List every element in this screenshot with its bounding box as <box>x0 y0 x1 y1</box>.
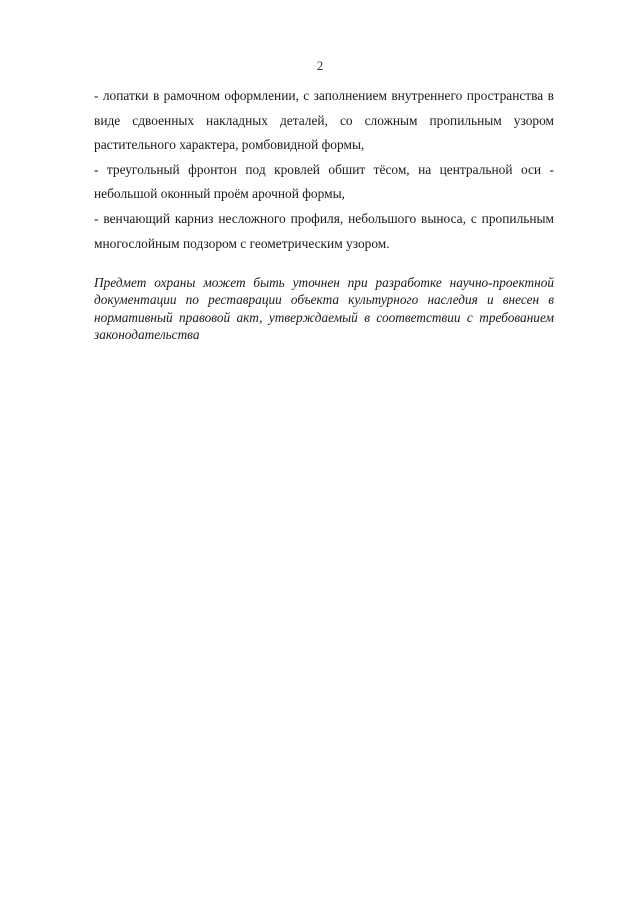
protection-item-cornice: - венчающий карниз несложного профиля, небольшого выноса, с пропильным многослойным подзором с геометрическим узором. <box>94 210 554 251</box>
protection-item-pilasters: - лопатки в рамочном оформлении, с заполнением внутреннего пространства в виде сдвоенных накладных деталей, со сложным пропильным узором растительного характера, ромбовидной формы, <box>94 88 554 153</box>
note-text: Предмет охраны может быть уточнен при разработке научно-проектной документации по реставрации объекта культурного наследия и внесен в нормативный правовой акт, утверждаемый в соответствии с требованием законодательства <box>94 275 554 342</box>
protection-subject-note <box>94 274 554 343</box>
protection-item-pediment: - треугольный фронтон под кровлей обшит тёсом, на центральной оси - небольшой оконный проём арочной формы, <box>94 161 554 202</box>
protection-items-list <box>94 84 554 256</box>
page-number: 2 <box>316 58 324 73</box>
